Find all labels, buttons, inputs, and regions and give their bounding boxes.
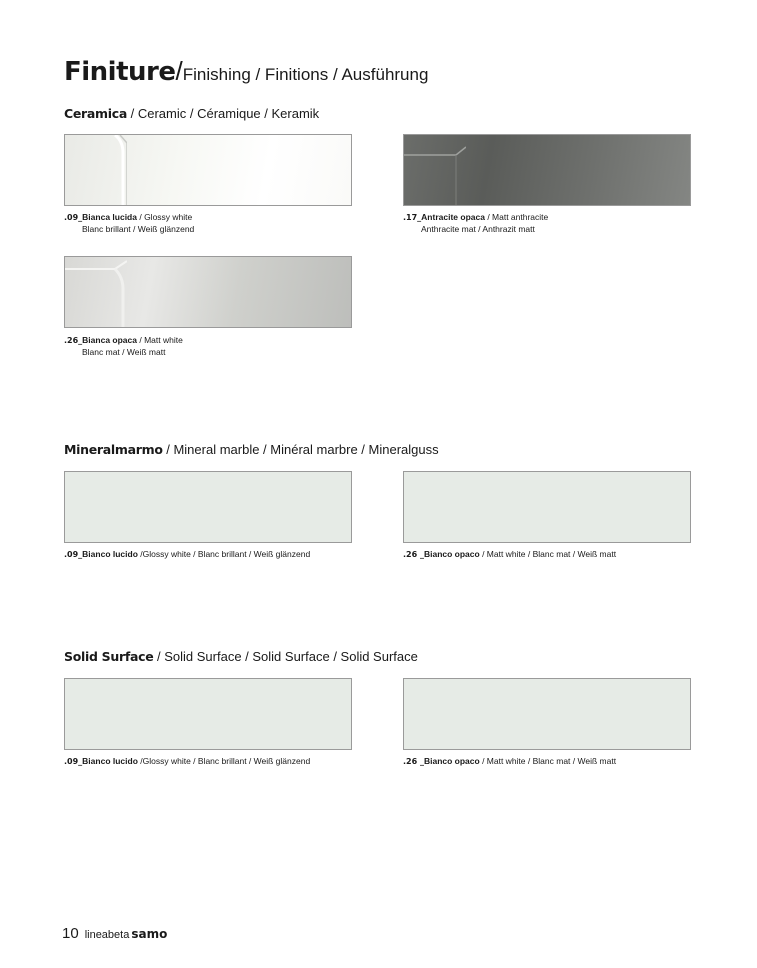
finish-translation: / Matt white / Blanc mat / Weiß matt [479,756,617,766]
finish-name: Bianca lucida [82,212,137,222]
swatch-mineral-glossy-white [64,471,352,543]
finish-name: Bianco opaco [423,756,480,766]
page-title-separator: / [175,56,183,86]
page-number: 10 [62,925,79,942]
caption-ceramica-matt-white [64,335,183,357]
section-title-main: Ceramica [64,106,128,121]
finish-name: Bianco lucido [82,756,138,766]
page-title-subtitle: Finishing / Finitions / Ausführung [182,65,429,84]
finish-translation-line2: Blanc mat / Weiß matt [82,346,166,357]
swatch-edge-highlight [65,257,127,328]
finish-translation-line2: Blanc brillant / Weiß glänzend [82,223,195,234]
swatch-ceramica-glossy-white [64,134,352,206]
page-footer [62,925,167,943]
brand-name-light: lineabeta [84,929,130,941]
caption-mineral-glossy-white [64,549,310,561]
finish-code: .17_ [403,213,422,222]
swatch-solid-glossy-white [64,678,352,750]
finish-translation: / Matt white / Blanc mat / Weiß matt [479,549,617,559]
section-title-mineralmarmo [64,442,439,457]
finish-translation: / Glossy white [136,212,193,222]
swatch-ceramica-matt-anthracite [403,134,691,206]
finish-code: .09_ [64,213,83,222]
swatch-solid-matt-white [403,678,691,750]
caption-solid-glossy-white [64,756,310,768]
page-title [64,56,428,87]
swatch-ceramica-matt-white [64,256,352,328]
section-title-subtitle: / Ceramic / Céramique / Keramik [127,106,320,121]
section-title-subtitle: / Mineral marble / Minéral marbre / Mineralguss [162,442,439,457]
section-title-solid-surface [64,649,418,664]
finish-code: .26 _ [403,550,424,559]
swatch-edge-highlight [65,135,127,206]
finish-code: .26 _ [403,757,424,766]
finish-translation: / Matt white [136,335,183,345]
finish-code: .09_ [64,757,83,766]
section-title-subtitle: / Solid Surface / Solid Surface / Solid Surface [153,649,418,664]
page-title-main: Finiture [64,57,176,87]
swatch-mineral-matt-white [403,471,691,543]
caption-ceramica-matt-anthracite [403,212,548,234]
finish-translation: /Glossy white / Blanc brillant / Weiß glänzend [137,756,311,766]
finish-name: Antracite opaca [421,212,485,222]
caption-solid-matt-white [403,756,616,768]
finish-translation: / Matt anthracite [484,212,549,222]
section-title-ceramica [64,106,319,121]
finish-name: Bianca opaca [82,335,137,345]
swatch-edge-highlight [404,135,466,206]
caption-mineral-matt-white [403,549,616,561]
finish-translation-line2: Anthracite mat / Anthrazit matt [421,223,535,234]
finish-translation: /Glossy white / Blanc brillant / Weiß glänzend [137,549,311,559]
brand-name-bold: samo [131,927,168,941]
finish-code: .09_ [64,550,83,559]
finish-name: Bianco lucido [82,549,138,559]
caption-ceramica-glossy-white [64,212,194,234]
finish-name: Bianco opaco [423,549,480,559]
section-title-main: Mineralmarmo [64,442,163,457]
finish-code: .26_ [64,336,83,345]
section-title-main: Solid Surface [64,649,154,664]
